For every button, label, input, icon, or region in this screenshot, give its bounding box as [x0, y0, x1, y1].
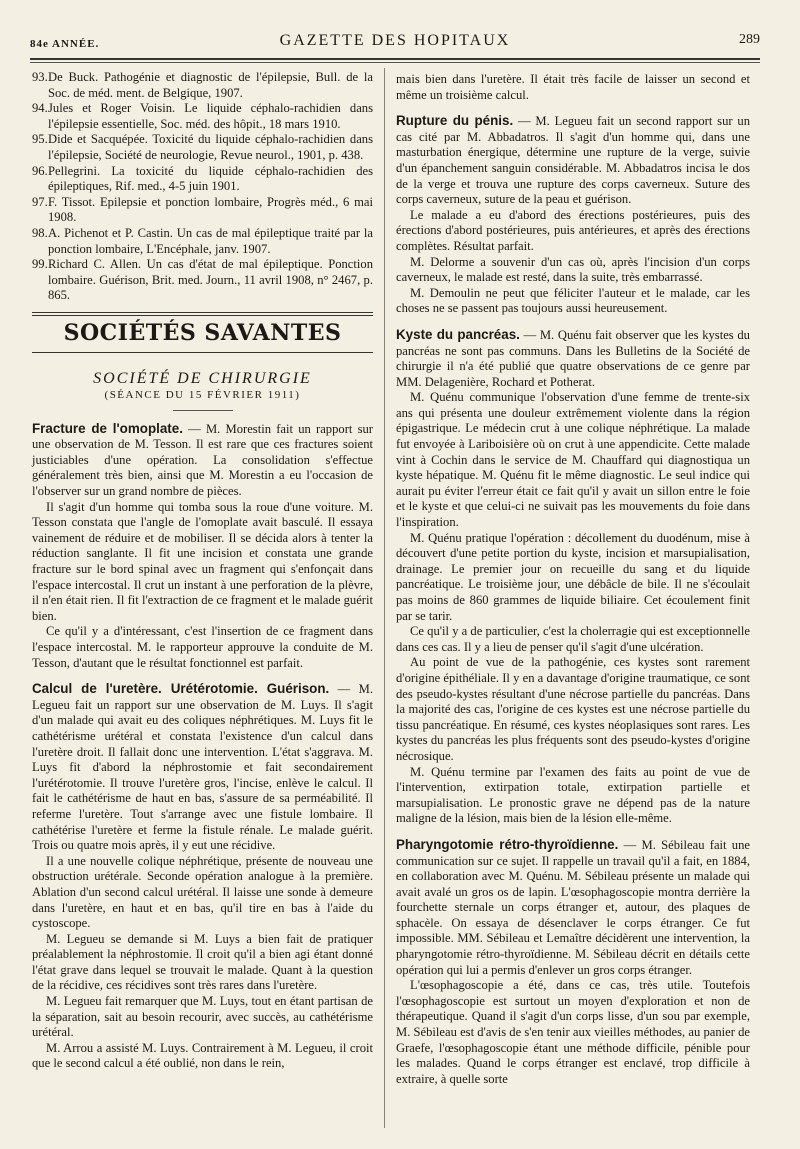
article-text: M. Demoulin ne peut que féliciter l'auteur et le malade, car les choses ne se passent pas toujours aussi heureusement.: [396, 285, 750, 316]
reference-item: 93.De Buck. Pathogénie et diagnostic de l'épilepsie, Bull. de la Soc. de méd. ment. de Belgique, 1907.: [32, 70, 373, 100]
reference-item: 95.Dide et Sacquépée. Toxicité du liquide céphalo-rachidien dans l'épilepsie, Société de neurologie, Revue neurol., 1901, p. 438.: [32, 132, 373, 162]
article-text: Ce qu'il y a d'intéressant, c'est l'insertion de ce fragment dans l'espace intercostal. M. le rapporteur approuve la conduite de M. Tesson, d'autant que le résultat fonctionnel est parfait.: [32, 624, 373, 670]
article-text: — M. Sébileau fait une communication sur ce sujet. Il rappelle un travail qu'il a fait, en 1884, en collaboration avec M. Quénu. M. Sébileau présente un malade qui avait avalé un gros os de lapin. L'œsophagoscopie montra derrière la fourchette sternale un corps étranger et, autour, des plaques de sphacèle. On essaya de désenclaver le corps étranger. Ce fut impossible. MM. Sébileau et Lemaître décidèrent une intervention, la pharyngotomie rétro-thyroïdienne. M. Sébileau décrit en détails cette opération qui lui a permis d'enlever un gros corps étranger.: [396, 837, 750, 977]
reference-item: 96.Pellegrini. La toxicité du liquide céphalo-rachidien des épileptiques, Rif. med., 4-5 juin 1901.: [32, 163, 373, 194]
article-text: Il s'agit d'un homme qui tomba sous la roue d'une voiture. M. Tesson constata que l'angle de l'omoplate avait basculé. Il essaya vainement de réduire et de mobiliser. Il se décida alors à tenter la réduction sanglante. Il fit une incision et constata une grande fracture sur le bord spinal avec un fragment qui s'enfonçait dans l'espace intercostal. Il crut un instant à une perforation de la plèvre, il n'en était rien. Il fit l'extraction de ce fragment et le malade guérit bien.: [32, 499, 373, 623]
edition-year: 84e ANNÉE.: [30, 38, 100, 50]
article-title: Pharyngotomie rétro-thyroïdienne.: [396, 836, 619, 852]
short-rule: [173, 410, 233, 411]
reference-list: [32, 70, 373, 304]
session-date: (SÉANCE DU 15 FÉVRIER 1911): [104, 389, 301, 402]
article-text: Au point de vue de la pathogénie, ces kystes sont rarement d'origine épithéliale. Il y en a davantage d'origine traumatique, ce sont des pseudo-kystes résultant d'une nécrose partielle du pancréas. Dans la majorité des cas, l'origine de ces kystes est une nécrose partielle du tissu pancréatique. En résumé, ces kystes néoplasiques sont rares. Les kystes du pancréas les plus fréquents sont des pseudo-kystes d'origine nécrosique.: [396, 655, 750, 763]
left-column: [32, 70, 373, 1072]
article-title: Kyste du pancréas.: [396, 326, 520, 342]
article-text: M. Delorme a souvenir d'un cas où, après l'incision d'un corps caverneux, le malade est resté, dans la suite, très embarrassé.: [396, 254, 750, 285]
society-title: SOCIÉTÉ DE CHIRURGIE: [93, 369, 312, 387]
running-head: [30, 26, 760, 54]
article-title: Rupture du pénis.: [396, 113, 514, 129]
article-text: Il a une nouvelle colique néphrétique, présente de nouveau une obstruction urétérale. Seconde opération analogue à la première. Ablation d'un second calcul urétéral. Il laisse une sonde à demeure dans l'uretère, en haut et en bas, qu'il tire en bas à l'aide du cystoscope.: [32, 853, 373, 931]
header-rule-thin: [30, 62, 760, 63]
journal-title: GAZETTE DES HOPITAUX: [279, 32, 511, 49]
article-text: M. Quénu communique l'observation d'une femme de trente-six ans qui présenta une douleur extrêmement violente dans la région épigastrique. Le médecin crut à une colique néphrétique. La malade fut envoyée à Lariboisière où on crut à une appendicite. Cette malade vint à Cochin dans le service de M. Chauffard qui diagnostiqua un kyste hépatique. M. Quénu fit le même diagnostic. Le seul indice qui aurait pu éviter l'erreur était ce fait qu'il y avait un sillon entre le foie et le kyste et que celui-ci ne suivait pas les mouvements du foie dans l'inspiration.: [396, 390, 750, 530]
article-pharyngotomie: [396, 837, 750, 1088]
article-text: Le malade a eu d'abord des érections postérieures, puis des érections d'abord postérieures, puis antérieures, et après des érections complètes. Résultat parfait.: [396, 207, 750, 253]
section-rule: [32, 315, 373, 316]
column-divider: [384, 68, 385, 1128]
article-text: — M. Quénu fait observer que les kystes du pancréas ne sont pas communs. Dans les Bulletins de la Société de chirurgie il n'a été publié que quatre observations de ce genre par MM. Delagenière, Rochard et Potherat.: [396, 327, 750, 389]
article-title: Fracture de l'omoplate.: [32, 420, 183, 436]
reference-item: 98.A. Pichenot et P. Castin. Un cas de mal épileptique traité par la ponction lombaire, L'Encéphale, janv. 1907.: [32, 225, 373, 256]
article-continuation: mais bien dans l'uretère. Il était très facile de laisser un second et même un troisième calcul.: [396, 72, 750, 102]
reference-item: 97.F. Tissot. Epilepsie et ponction lombaire, Progrès méd., 6 mai 1908.: [32, 194, 373, 225]
article-text: M. Arrou a assisté M. Luys. Contrairement à M. Legueu, il croit que le second calcul a été oublié, non dans le rein,: [32, 1040, 373, 1071]
right-column: [396, 72, 750, 1087]
article-kyste-pancreas: [396, 327, 750, 827]
article-text: M. Legueu fait remarquer que M. Luys, tout en étant partisan de la séparation, sait au besoin recourir, avec succès, au cathétérisme urétéral.: [32, 994, 373, 1040]
article-text: Ce qu'il y a de particulier, c'est la cholerragie qui est exceptionnelle dans ces cas. Il y a lieu de penser qu'il s'agit d'une ulcération.: [396, 624, 750, 654]
article-title: Calcul de l'uretère. Urétérotomie. Guérison.: [32, 681, 330, 697]
section-title: SOCIÉTÉS SAVANTES: [63, 319, 342, 346]
article-rupture-penis: [396, 113, 750, 317]
reference-item: 99.Richard C. Allen. Un cas d'état de mal épileptique. Ponction lombaire. Guérison, Brit. med. Journ., 11 avril 1908, n° 2467, p. 865.: [32, 257, 373, 303]
reference-item: 94.Jules et Roger Voisin. Le liquide céphalo-rachidien dans l'épilepsie essentielle, Soc. méd. des hôpit., 18 mars 1910.: [32, 101, 373, 131]
article-text: M. Quénu termine par l'examen des faits au point de vue de l'intervention, extirpation totale, extirpation partielle et marsupialisation. Le pronostic grave ne dépend pas de la nature maligne de la lésion, mais bien de la lésion elle-même.: [396, 764, 750, 826]
article-calcul-uretere: [32, 681, 373, 1072]
article-text: — M. Morestin fait un rapport sur une observation de M. Tesson. Il est rare que ces fractures soient justiciables d'une opération. La consolidation s'effectue généralement très bien, ainsi que M. Morestin a eu l'occasion de l'observer sur un grand nombre de pièces.: [32, 421, 373, 499]
section-rule: [32, 312, 373, 313]
article-text: M. Quénu pratique l'opération : décollement du duodénum, mise à découvert d'une petite portion du kyste, incision et marsupialisation, drainage. Le premier jour on recueille du sang et du liquide pancréatique. Le troisième jour, une débâcle de bile. Il ne s'écoulait pas moins de 860 grammes de liquide biliaire. Cet écoulement finit par se tarir.: [396, 530, 750, 623]
article-text: — M. Legueu fait un rapport sur une observation de M. Luys. Il s'agit d'un malade qui avait eu des coliques néphrétiques. M. Luys fit le cathétérisme urétéral et constata l'existence d'un calcul dans l'uretère droit. Il fallait donc une intervention. L'état s'aggrava. M. Luys fit d'abord la néphrostomie et fait secondairement l'urétérotomie. Il trouve l'uretère gros, l'incise, enlève le calcul. Il fait le cathétérisme de haut en bas, s'assure de sa perméabilité. Il referme l'uretère. Tout s'arrange avec une fistule lombaire. Il cathétérise l'uretère et ferme la fistule rénale. Le malade guérit. Trois ou quatre mois après, il y eut une récidive.: [32, 682, 374, 853]
article-text: L'œsophagoscopie a été, dans ce cas, très utile. Toutefois l'œsophagoscopie est surtout un moyen d'exploration et non de thérapeutique. Quand il s'agit d'un corps lisse, d'un sou par exemple, M. Sébileau est d'avis de s'en tenir aux vieilles méthodes, au panier de Graefe, l'œsophagoscopie étant une méthode difficile, pénible pour les malades. Quand le corps étranger est enclavé, trop difficile à extraire, à quelle sorte: [396, 978, 750, 1086]
article-text: — M. Legueu fait un second rapport sur un cas cité par M. Abbadatros. Il s'agit d'un homme qui, dans une masturbation énergique, détermine une rupture de la verge, suivie d'un épanchement sanguin considérable. M. Abbadatros incisa le dos de la verge et trouva une rupture des corps caverneux. Suture des corps caverneux, suture de la peau et guérison.: [396, 114, 750, 207]
section-title-rule: [32, 352, 373, 353]
article-fracture-omoplate: [32, 421, 373, 672]
header-rule: [30, 58, 760, 60]
page-number: 289: [739, 32, 760, 47]
article-text: M. Legueu se demande si M. Luys a bien fait de pratiquer préalablement la néphrostomie. Il croit qu'il a bien agi étant donné l'état grave dans lequel se trouvait le malade. Quant à la question de la récidive, ces récidives sont très rares dans l'uretère.: [32, 931, 373, 993]
